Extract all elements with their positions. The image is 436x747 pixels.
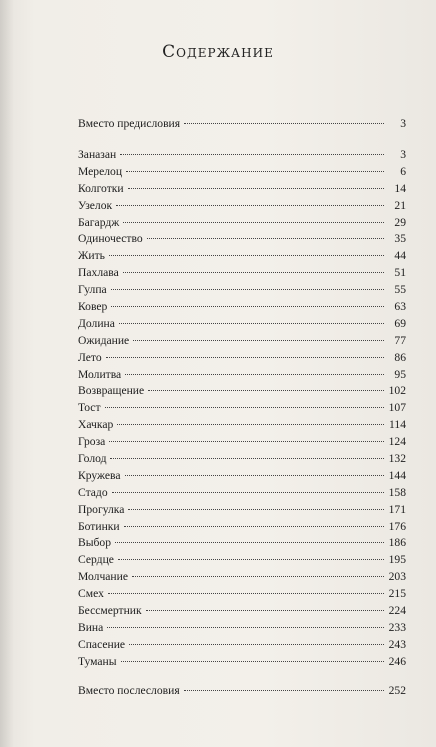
toc-entry-label: Мерелоц bbox=[78, 164, 123, 178]
toc-entry-label: Ковер bbox=[78, 300, 108, 314]
toc-row bbox=[78, 586, 406, 603]
toc-entry-label: Хачкар bbox=[78, 418, 114, 432]
toc-entry-label: Гроза bbox=[78, 435, 106, 449]
page-gutter-shadow bbox=[0, 0, 14, 747]
toc-row bbox=[78, 147, 406, 164]
toc-entry-label: Долина bbox=[78, 316, 115, 330]
dot-leader bbox=[111, 306, 384, 307]
dot-leader bbox=[129, 644, 384, 645]
toc-entry-label: Туманы bbox=[78, 654, 117, 668]
toc-entry-label: Голод bbox=[78, 452, 107, 466]
toc-entry-page: 144 bbox=[388, 468, 406, 482]
toc-entry-page: 63 bbox=[394, 300, 406, 314]
toc-row bbox=[78, 215, 406, 232]
toc-row bbox=[78, 451, 406, 468]
toc-entry-page: 132 bbox=[388, 452, 406, 466]
toc-entry-page: 29 bbox=[394, 215, 406, 229]
toc-row bbox=[78, 552, 406, 569]
toc-entry-label: Узелок bbox=[78, 198, 113, 212]
dot-leader bbox=[109, 255, 384, 256]
dot-leader bbox=[123, 222, 384, 223]
toc-entry-page: 203 bbox=[388, 570, 406, 584]
toc-row bbox=[78, 485, 406, 502]
toc-row bbox=[78, 569, 406, 586]
toc-row bbox=[78, 282, 406, 299]
dot-leader bbox=[119, 323, 384, 324]
toc-row bbox=[78, 603, 406, 620]
toc-row bbox=[78, 519, 406, 536]
toc-entry-label: Одиночество bbox=[78, 232, 143, 246]
toc-row bbox=[78, 316, 406, 333]
toc-entry-page: 233 bbox=[388, 620, 406, 634]
dot-leader bbox=[111, 289, 384, 290]
toc-entry-label: Выбор bbox=[78, 536, 112, 550]
toc-row bbox=[78, 502, 406, 519]
toc-entry-page: 215 bbox=[388, 587, 406, 601]
dot-leader bbox=[105, 407, 384, 408]
toc-entry-label: Сердце bbox=[78, 553, 114, 567]
toc-entry-page: 95 bbox=[394, 367, 406, 381]
toc-entry-label: Тост bbox=[78, 401, 101, 415]
toc-list bbox=[78, 147, 406, 671]
dot-leader bbox=[120, 154, 384, 155]
toc-entry-label: Кружева bbox=[78, 468, 121, 482]
toc-entry-page: 35 bbox=[394, 232, 406, 246]
toc-row bbox=[78, 333, 406, 350]
toc-entry-page: 114 bbox=[389, 418, 406, 432]
dot-leader bbox=[128, 188, 384, 189]
toc-entry-page: 224 bbox=[388, 604, 406, 618]
toc-entry-page: 3 bbox=[400, 117, 406, 130]
dot-leader bbox=[184, 123, 384, 124]
dot-leader bbox=[109, 441, 384, 442]
dot-leader bbox=[184, 690, 384, 691]
toc-row bbox=[78, 198, 406, 215]
toc-entry-label: Смех bbox=[78, 587, 104, 601]
dot-leader bbox=[148, 390, 384, 391]
dot-leader bbox=[125, 374, 384, 375]
toc-row bbox=[78, 181, 406, 198]
toc-row bbox=[78, 231, 406, 248]
dot-leader bbox=[112, 492, 384, 493]
toc-entry-label: Гулпа bbox=[78, 283, 107, 297]
dot-leader bbox=[124, 526, 384, 527]
toc-entry-label: Лето bbox=[78, 350, 102, 364]
dot-leader bbox=[107, 627, 384, 628]
toc-entry-label: Пахлава bbox=[78, 266, 119, 280]
toc-entry-page: 6 bbox=[400, 164, 406, 178]
dot-leader bbox=[123, 272, 384, 273]
toc-row bbox=[78, 164, 406, 181]
toc-row bbox=[78, 367, 406, 384]
toc-entry-page: 171 bbox=[388, 502, 406, 516]
toc-entry-label: Молчание bbox=[78, 570, 128, 584]
dot-leader bbox=[110, 458, 384, 459]
dot-leader bbox=[106, 357, 384, 358]
dot-leader bbox=[128, 509, 384, 510]
toc-entry-page: 176 bbox=[388, 519, 406, 533]
toc-entry-label: Стадо bbox=[78, 485, 108, 499]
toc-entry-page: 102 bbox=[388, 384, 406, 398]
toc-row bbox=[78, 637, 406, 654]
dot-leader bbox=[116, 205, 384, 206]
toc-entry-page: 124 bbox=[388, 435, 406, 449]
toc-entry-label: Вместо послесловия bbox=[78, 684, 180, 697]
toc-row-intro bbox=[78, 116, 406, 133]
toc-row bbox=[78, 299, 406, 316]
toc-entry-page: 252 bbox=[388, 684, 406, 697]
toc-row bbox=[78, 417, 406, 434]
dot-leader bbox=[126, 171, 384, 172]
toc-entry-page: 77 bbox=[394, 333, 406, 347]
toc-entry-page: 14 bbox=[394, 181, 406, 195]
toc-entry-page: 107 bbox=[388, 401, 406, 415]
toc-entry-page: 243 bbox=[388, 637, 406, 651]
toc-entry-page: 69 bbox=[394, 316, 406, 330]
toc-row bbox=[78, 468, 406, 485]
toc-intro bbox=[78, 116, 406, 133]
toc-entry-page: 55 bbox=[394, 283, 406, 297]
toc-entry-label: Багардж bbox=[78, 215, 120, 229]
toc-row bbox=[78, 400, 406, 417]
toc-row bbox=[78, 265, 406, 282]
toc-entry-label: Бессмертник bbox=[78, 604, 142, 618]
dot-leader bbox=[117, 424, 384, 425]
toc-entry-label: Молитва bbox=[78, 367, 122, 381]
dot-leader bbox=[125, 475, 385, 476]
page-title: Содержание bbox=[162, 42, 274, 62]
toc-row bbox=[78, 383, 406, 400]
toc-row bbox=[78, 620, 406, 637]
toc-row bbox=[78, 535, 406, 552]
toc-entry-label: Колготки bbox=[78, 181, 124, 195]
dot-leader bbox=[147, 238, 384, 239]
toc-row bbox=[78, 434, 406, 451]
toc-row bbox=[78, 248, 406, 265]
dot-leader bbox=[118, 559, 384, 560]
toc-entry-label: Ботинки bbox=[78, 519, 120, 533]
dot-leader bbox=[121, 661, 384, 662]
toc-entry-label: Спасение bbox=[78, 637, 126, 651]
dot-leader bbox=[115, 542, 384, 543]
toc-entry-page: 51 bbox=[394, 266, 406, 280]
toc-row-outro bbox=[78, 683, 406, 700]
toc-entry-label: Жить bbox=[78, 249, 105, 263]
toc-entry-page: 86 bbox=[394, 350, 406, 364]
toc-entry-page: 44 bbox=[394, 249, 406, 263]
toc-row bbox=[78, 350, 406, 367]
dot-leader bbox=[132, 576, 384, 577]
toc-entry-page: 3 bbox=[400, 148, 406, 161]
dot-leader bbox=[133, 340, 384, 341]
toc-entry-page: 158 bbox=[388, 485, 406, 499]
toc-entry-label: Вместо предисловия bbox=[78, 117, 181, 130]
dot-leader bbox=[108, 593, 384, 594]
toc-entry-label: Заназан bbox=[78, 148, 117, 161]
toc-row bbox=[78, 654, 406, 671]
toc-entry-label: Возвращение bbox=[78, 384, 145, 398]
toc-entry-label: Вина bbox=[78, 620, 104, 634]
toc-outro bbox=[78, 683, 406, 700]
toc-entry-page: 21 bbox=[394, 198, 406, 212]
dot-leader bbox=[146, 610, 384, 611]
toc-entry-label: Ожидание bbox=[78, 333, 130, 347]
toc-entry-page: 246 bbox=[388, 654, 406, 668]
toc-entry-label: Прогулка bbox=[78, 502, 125, 516]
toc-entry-page: 195 bbox=[388, 553, 406, 567]
toc-entry-page: 186 bbox=[388, 536, 406, 550]
